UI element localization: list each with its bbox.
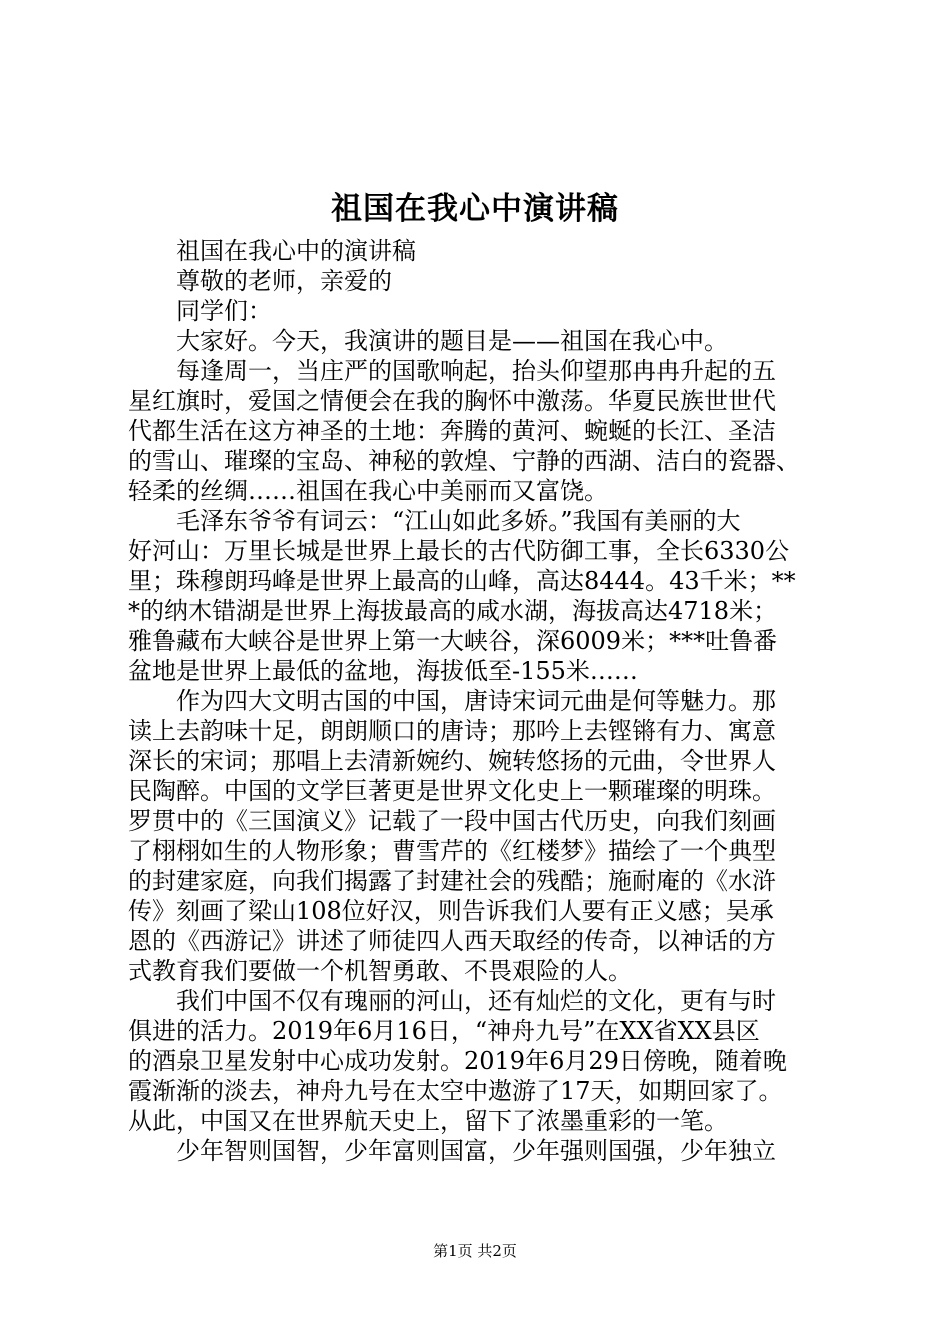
body-line: 的封建家庭，向我们揭露了封建社会的残酷；施耐庵的《水浒	[128, 867, 776, 895]
body-line: 的雪山、璀璨的宝岛、神秘的敦煌、宁静的西湖、洁白的瓷器、	[128, 447, 800, 475]
body-line: 我们中国不仅有瑰丽的河山，还有灿烂的文化，更有与时	[128, 987, 776, 1015]
body-line: 作为四大文明古国的中国，唐诗宋词元曲是何等魅力。那	[128, 687, 776, 715]
body-line: 好河山：万里长城是世界上最长的古代防御工事，全长6330公	[128, 537, 790, 565]
body-line: *的纳木错湖是世界上海拔最高的咸水湖，海拔高达4718米；	[128, 597, 778, 625]
body-line: 代都生活在这方神圣的土地：奔腾的黄河、蜿蜒的长江、圣洁	[128, 417, 776, 445]
body-line: 读上去韵味十足，朗朗顺口的唐诗；那吟上去铿锵有力、寓意	[128, 717, 776, 745]
body-line: 少年智则国智，少年富则国富，少年强则国强，少年独立	[128, 1137, 776, 1165]
body-line: 同学们：	[128, 297, 272, 325]
body-line: 罗贯中的《三国演义》记载了一段中国古代历史，向我们刻画	[128, 807, 776, 835]
body-line: 盆地是世界上最低的盆地，海拔低至-155米……	[128, 657, 638, 685]
body-line: 霞渐渐的淡去，神舟九号在太空中遨游了17天，如期回家了。	[128, 1077, 783, 1105]
body-line: 恩的《西游记》讲述了师徒四人西天取经的传奇，以神话的方	[128, 927, 776, 955]
body-line: 大家好。今天，我演讲的题目是——祖国在我心中。	[128, 327, 728, 355]
body-line: 俱进的活力。2019年6月16日，“神舟九号”在XX省XX县区	[128, 1017, 760, 1045]
body-line: 祖国在我心中的演讲稿	[128, 237, 416, 265]
body-line: 传》刻画了梁山108位好汉，则告诉我们人要有正义感；吴承	[128, 897, 774, 925]
body-line: 尊敬的老师，亲爱的	[128, 267, 392, 295]
body-line: 毛泽东爷爷有词云：“江山如此多娇。”我国有美丽的大	[128, 507, 741, 535]
body-line: 雅鲁藏布大峡谷是世界上第一大峡谷，深6009米；***吐鲁番	[128, 627, 778, 655]
body-line: 深长的宋词；那唱上去清新婉约、婉转悠扬的元曲，令世界人	[128, 747, 776, 775]
document-body	[128, 236, 840, 1166]
body-line: 的酒泉卫星发射中心成功发射。2019年6月29日傍晚，随着晚	[128, 1047, 787, 1075]
body-line: 式教育我们要做一个机智勇敢、不畏艰险的人。	[128, 957, 632, 985]
body-line: 轻柔的丝绸……祖国在我心中美丽而又富饶。	[128, 477, 608, 505]
body-line: 每逢周一，当庄严的国歌响起，抬头仰望那冉冉升起的五	[128, 357, 776, 385]
body-line: 从此，中国又在世界航天史上，留下了浓墨重彩的一笔。	[128, 1107, 728, 1135]
body-line: 星红旗时，爱国之情便会在我的胸怀中激荡。华夏民族世世代	[128, 387, 776, 415]
body-line: 里；珠穆朗玛峰是世界上最高的山峰，高达8444。43千米；**	[128, 567, 796, 595]
body-line: 民陶醉。中国的文学巨著更是世界文化史上一颗璀璨的明珠。	[128, 777, 776, 805]
body-line: 了栩栩如生的人物形象；曹雪芹的《红楼梦》描绘了一个典型	[128, 837, 776, 865]
document-title: 祖国在我心中演讲稿	[331, 191, 619, 227]
page-footer: 第1页 共2页	[433, 1242, 517, 1260]
